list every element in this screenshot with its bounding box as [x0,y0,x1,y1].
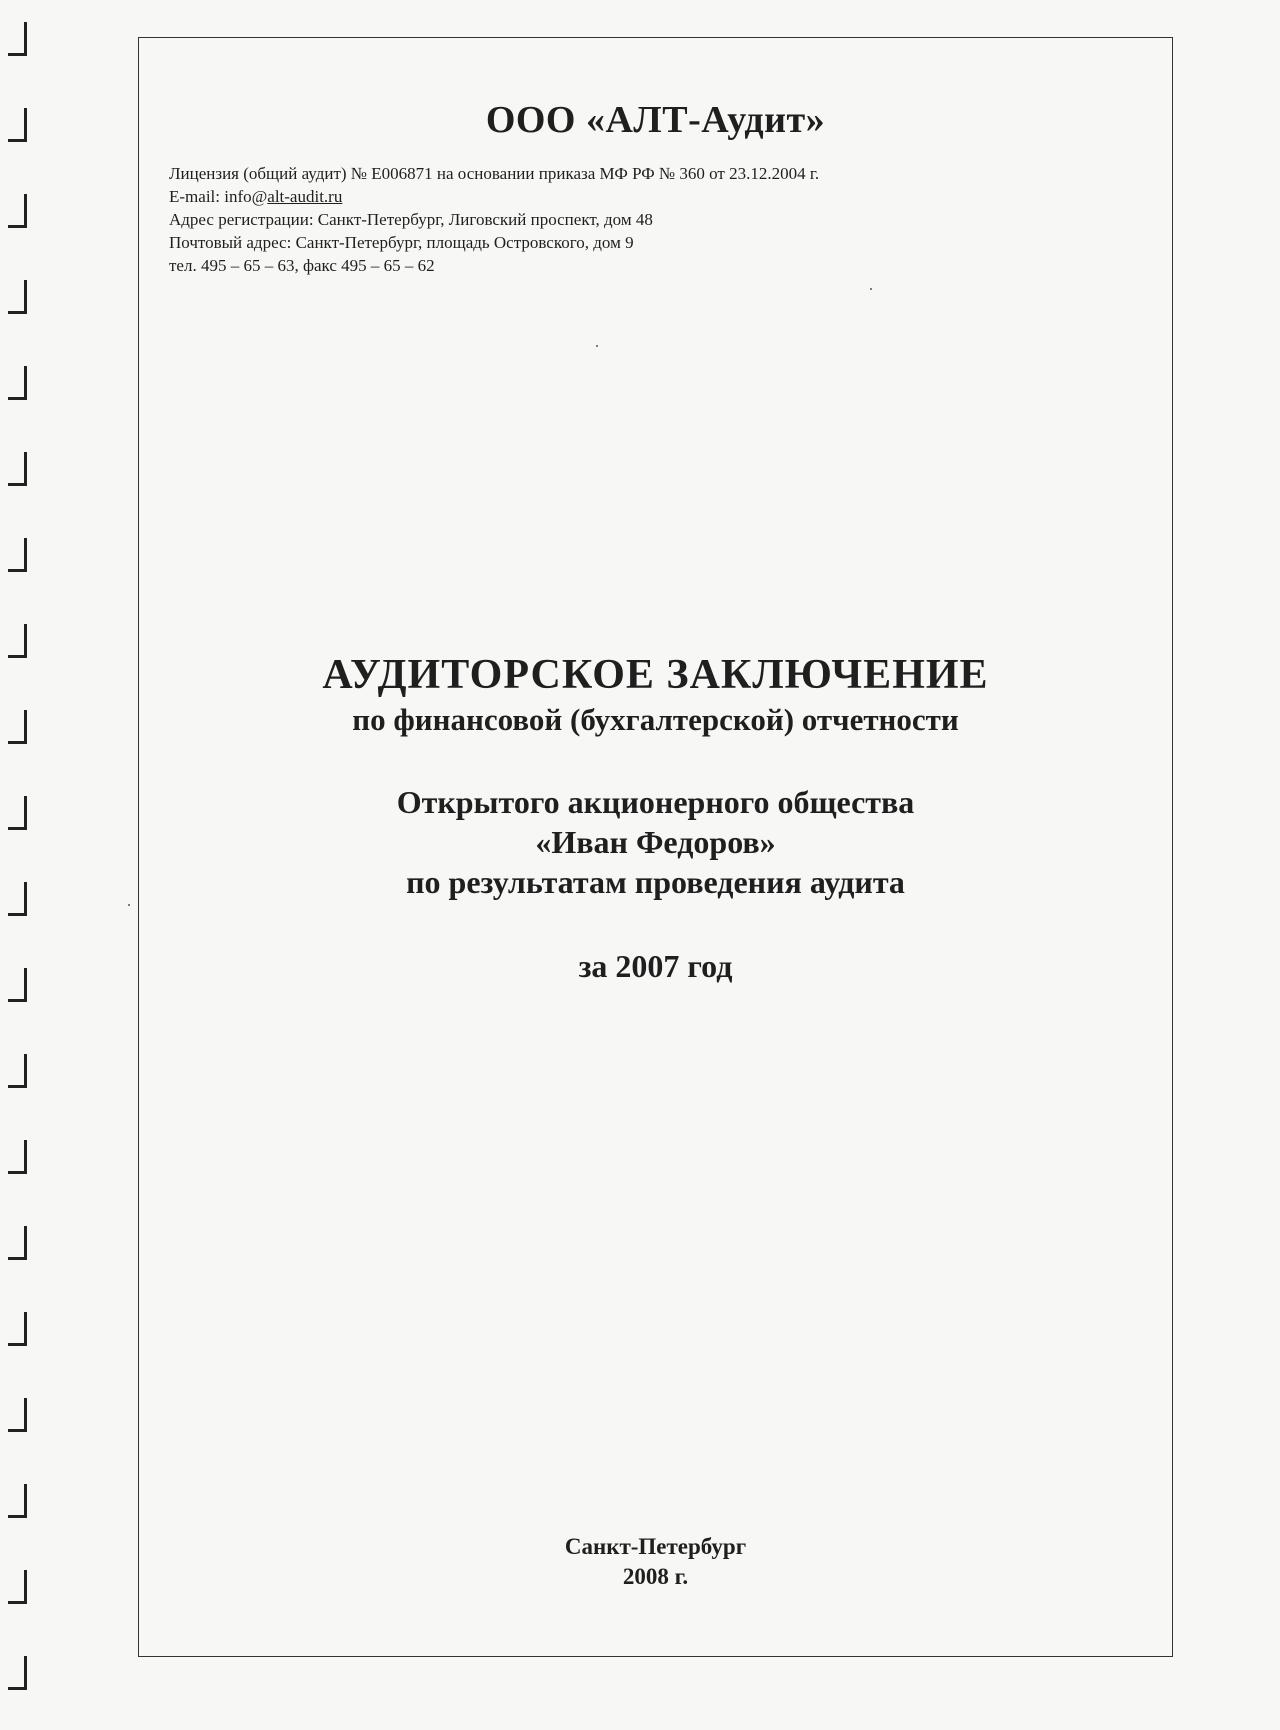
binding-hole [8,1570,28,1604]
company-name: ООО «АЛТ-Аудит» [485,99,826,141]
email-label: E-mail: info@ [169,187,268,206]
title-block [139,650,1172,986]
scan-speck [128,904,130,906]
binding-hole [8,280,28,314]
binding-hole [8,452,28,486]
organization-name: «Иван Федоров» [535,824,776,860]
footer [139,1532,1172,1592]
document-title: АУДИТОРСКОЕ ЗАКЛЮЧЕНИЕ [322,652,989,698]
company-info [169,162,819,277]
organization-line-1: Открытого акционерного общества [396,784,915,820]
binding-hole [8,366,28,400]
reporting-period: за 2007 год [578,948,733,984]
binding-holes [8,0,68,1730]
binding-hole [8,108,28,142]
binding-hole [8,968,28,1002]
footer-year: 2008 г. [622,1564,689,1589]
binding-hole [8,1140,28,1174]
binding-hole [8,624,28,658]
footer-city: Санкт-Петербург [564,1534,747,1559]
binding-hole [8,538,28,572]
binding-hole [8,882,28,916]
phone-line: тел. 495 – 65 – 63, факс 495 – 65 – 62 [169,256,435,275]
binding-hole [8,1656,28,1690]
organization-line-3: по результатам проведения аудита [406,864,905,900]
binding-hole [8,1398,28,1432]
binding-hole [8,796,28,830]
document-subtitle: по финансовой (бухгалтерской) отчетности [352,702,959,737]
binding-hole [8,194,28,228]
binding-hole [8,1484,28,1518]
binding-hole [8,710,28,744]
binding-hole [8,1054,28,1088]
license-line: Лицензия (общий аудит) № Е006871 на основании приказа МФ РФ № 360 от 23.12.2004 г. [169,164,820,183]
page-frame [138,37,1173,1657]
binding-hole [8,22,28,56]
registration-address: Адрес регистрации: Санкт-Петербург, Лиговский проспект, дом 48 [169,210,653,229]
email-link[interactable]: alt-audit.ru [267,187,343,206]
binding-hole [8,1312,28,1346]
postal-address: Почтовый адрес: Санкт-Петербург, площадь Островского, дом 9 [169,233,634,252]
binding-hole [8,1226,28,1260]
email-line [169,185,819,208]
